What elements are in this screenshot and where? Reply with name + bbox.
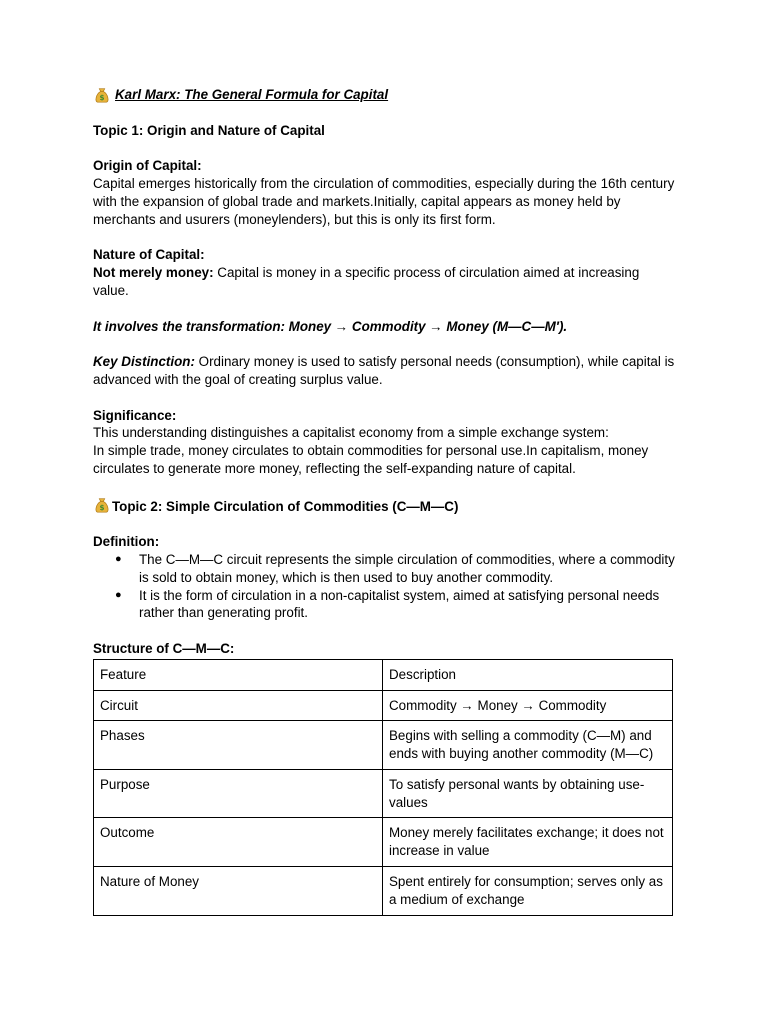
document-title: Karl Marx: The General Formula for Capital [115, 87, 389, 103]
table-cell-feature: Outcome [94, 818, 383, 867]
table-header-feature: Feature [94, 659, 383, 690]
topic1-heading: Topic 1: Origin and Nature of Capital [93, 122, 325, 138]
table-cell-description: Begins with selling a commodity (C—M) and ends with buying another commodity (M—C) [383, 721, 673, 770]
origin-heading: Origin of Capital: [93, 158, 202, 174]
list-item: ● The C—M—C circuit represents the simple circulation of commodities, where a commodity is sold to obtain money, which is then used to buy another commodity. [139, 551, 678, 587]
structure-table [93, 659, 673, 916]
not-money-text: Capital is money in a specific process of circulation aimed at increasing value. [93, 265, 640, 298]
table-row [94, 690, 673, 721]
structure-heading: Structure of C—M—C: [93, 640, 235, 656]
title-line [93, 86, 678, 104]
money-bag-icon [93, 496, 111, 514]
significance-line-2: In simple trade, money circulates to obtain commodities for personal use.In capitalism, money circulates to generate more money, reflecting the self-expanding nature of capital. [93, 443, 649, 476]
not-money-paragraph [93, 264, 678, 300]
nature-heading: Nature of Capital: [93, 247, 205, 263]
definition-heading: Definition: [93, 534, 160, 550]
list-item: ● It is the form of circulation in a non-capitalist system, aimed at satisfying personal needs rather than generating profit. [139, 587, 678, 623]
table-cell-feature: Purpose [94, 769, 383, 818]
svg-text:$: $ [99, 92, 105, 102]
table-cell-description: Spent entirely for consumption; serves only as a medium of exchange [383, 867, 673, 916]
topic2-heading: $ Topic 2: Simple Circulation of Commodities (C—M—C) [93, 496, 678, 516]
svg-text:$: $ [99, 502, 105, 512]
not-money-label: Not merely money: [93, 265, 214, 281]
table-cell-feature: Phases [94, 721, 383, 770]
table-cell-description: To satisfy personal wants by obtaining use-values [383, 769, 673, 818]
definition-list [93, 551, 678, 622]
origin-paragraph: Capital emerges historically from the circulation of commodities, especially during the 16th century with the expansion of global trade and markets.Initially, capital appears as money held by merchants and usurers (moneylenders), but this is only its first form. [93, 176, 675, 227]
significance-heading: Significance: [93, 407, 177, 423]
table-header-row [94, 659, 673, 690]
table-cell-description: Money merely facilitates exchange; it does not increase in value [383, 818, 673, 867]
money-bag-icon [93, 86, 111, 104]
key-distinction-paragraph [93, 353, 678, 389]
table-row [94, 721, 673, 770]
table-cell-feature: Circuit [94, 690, 383, 721]
table-cell-description: Commodity → Money → Commodity [383, 690, 673, 721]
significance-line-1: This understanding distinguishes a capitalist economy from a simple exchange system: [93, 425, 609, 441]
document-content [93, 86, 678, 916]
transformation-line: It involves the transformation: Money → Commodity → Money (M—C—M′). [93, 318, 568, 334]
key-distinction-text: Ordinary money is used to satisfy personal needs (consumption), while capital is advanced with the goal of creating surplus value. [93, 354, 675, 387]
table-header-description: Description [383, 659, 673, 690]
table-row [94, 818, 673, 867]
table-cell-feature: Nature of Money [94, 867, 383, 916]
key-distinction-label: Key Distinction: [93, 354, 195, 370]
table-row [94, 867, 673, 916]
table-row [94, 769, 673, 818]
